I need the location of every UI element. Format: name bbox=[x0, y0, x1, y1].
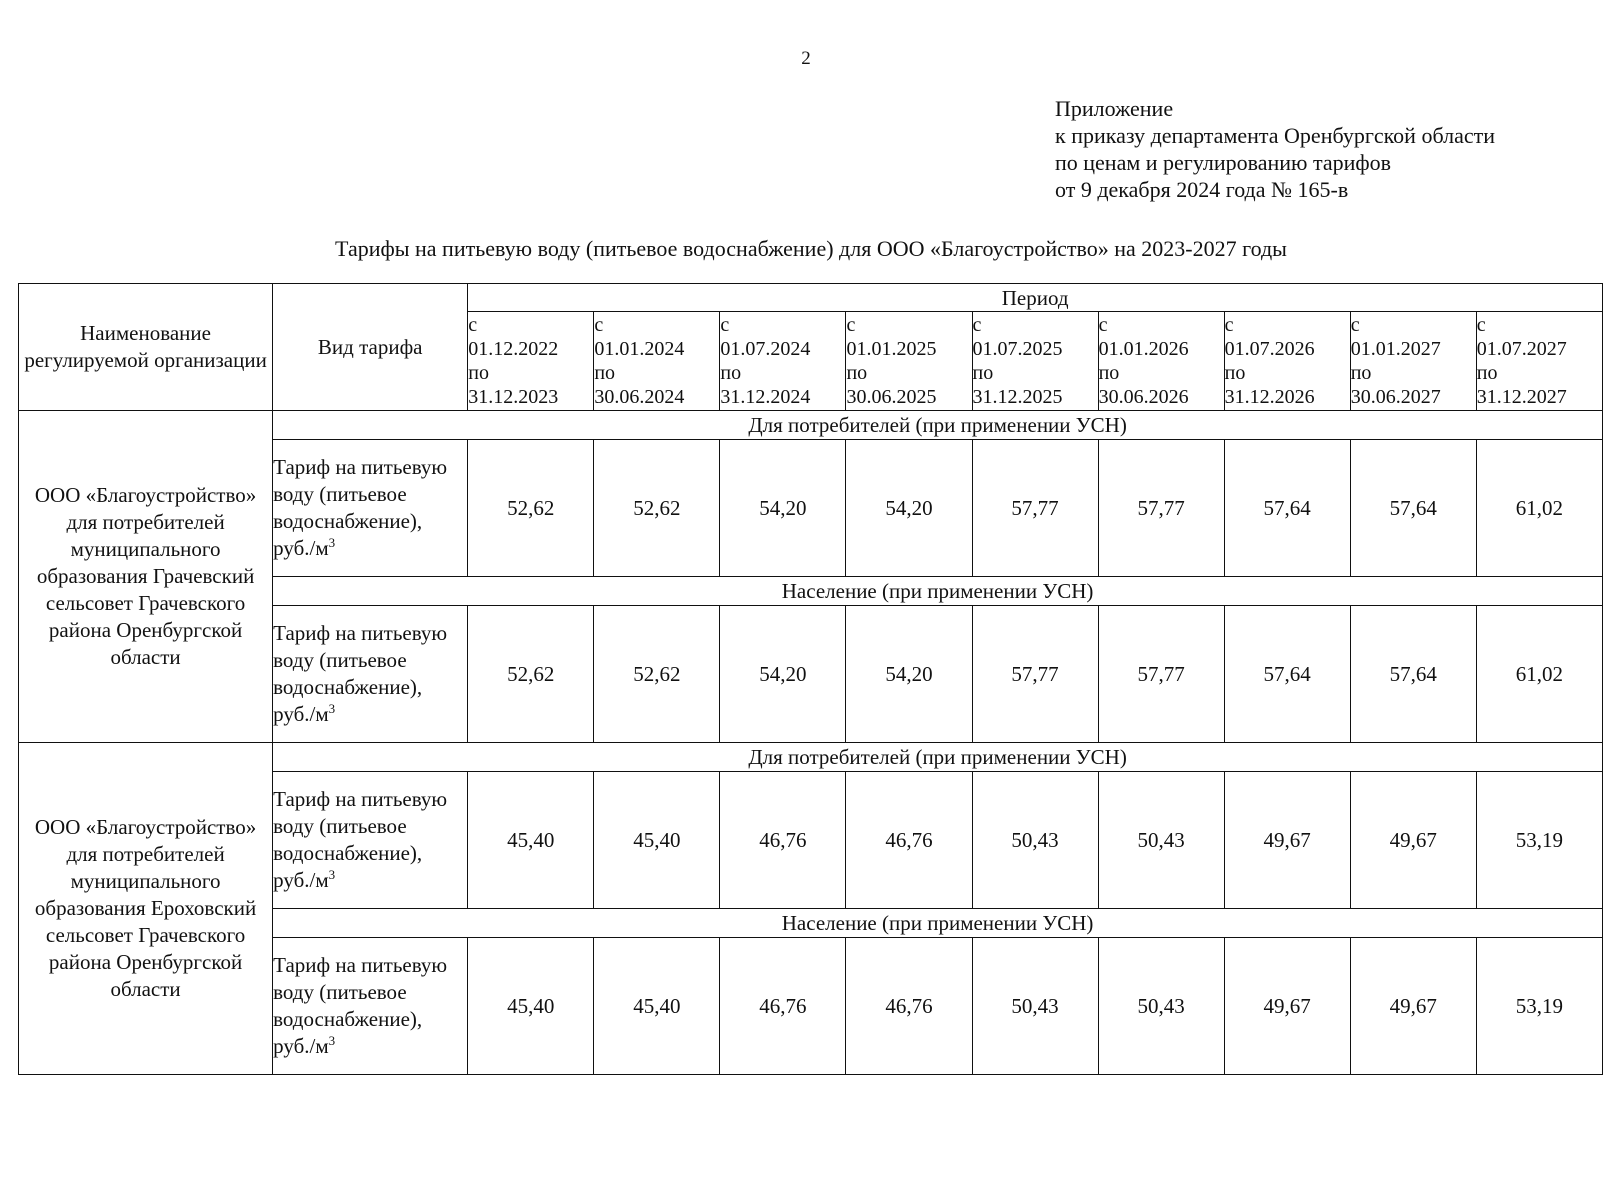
appendix-line: Приложение bbox=[1055, 96, 1174, 121]
period-from: 01.01.2025 bbox=[846, 338, 937, 360]
period-header-cell bbox=[1098, 312, 1224, 411]
group-header-row bbox=[19, 411, 1603, 440]
tariff-value: 54,20 bbox=[720, 440, 846, 577]
tariff-value: 54,20 bbox=[846, 606, 972, 743]
tariff-value: 52,62 bbox=[594, 606, 720, 743]
period-po: по bbox=[1350, 362, 1372, 384]
tariff-type-cell bbox=[273, 440, 468, 577]
period-po: по bbox=[468, 362, 489, 384]
header-tariff-type: Вид тарифа bbox=[273, 284, 468, 411]
period-c: с bbox=[594, 314, 604, 336]
period-from: 01.12.2022 bbox=[468, 338, 559, 360]
consumer-group-label: Население (при применении УСН) bbox=[273, 577, 1603, 606]
unit-exponent: 3 bbox=[328, 867, 336, 882]
period-c: с bbox=[1098, 314, 1108, 336]
tariff-value: 49,67 bbox=[1350, 772, 1476, 909]
period-c: с bbox=[468, 314, 478, 336]
tariff-value: 50,43 bbox=[1098, 772, 1224, 909]
period-c: с bbox=[1224, 314, 1234, 336]
appendix-line: по ценам и регулированию тарифов bbox=[1055, 150, 1392, 175]
tariff-type-label: Тариф на питьевую воду (питьевое водоснабжение), руб./м bbox=[273, 621, 448, 726]
period-from: 01.07.2024 bbox=[720, 338, 811, 360]
tariff-value: 49,67 bbox=[1350, 938, 1476, 1075]
period-from: 01.07.2027 bbox=[1476, 338, 1567, 360]
period-po: по bbox=[1476, 362, 1498, 384]
tariff-value: 49,67 bbox=[1224, 938, 1350, 1075]
period-to: 30.06.2026 bbox=[1098, 386, 1189, 408]
period-from: 01.07.2026 bbox=[1224, 338, 1315, 360]
header-period: Период bbox=[468, 284, 1603, 312]
period-to: 30.06.2027 bbox=[1350, 386, 1441, 408]
tariff-value: 50,43 bbox=[1098, 938, 1224, 1075]
period-c: с bbox=[720, 314, 730, 336]
period-po: по bbox=[594, 362, 616, 384]
tariff-value: 57,77 bbox=[1098, 606, 1224, 743]
period-from: 01.01.2027 bbox=[1350, 338, 1441, 360]
unit-exponent: 3 bbox=[328, 1033, 336, 1048]
tariff-value: 53,19 bbox=[1476, 938, 1602, 1075]
unit-exponent: 3 bbox=[328, 535, 336, 550]
consumer-group-label: Для потребителей (при применении УСН) bbox=[273, 743, 1603, 772]
tariff-value: 57,77 bbox=[972, 606, 1098, 743]
unit-exponent: 3 bbox=[328, 701, 336, 716]
period-c: с bbox=[1350, 314, 1360, 336]
tariff-type-cell bbox=[273, 772, 468, 909]
tariff-value: 57,77 bbox=[972, 440, 1098, 577]
tariff-value: 45,40 bbox=[594, 938, 720, 1075]
period-c: с bbox=[846, 314, 856, 336]
table-body bbox=[19, 411, 1603, 1075]
tariff-value: 61,02 bbox=[1476, 440, 1602, 577]
tariff-value: 57,64 bbox=[1350, 606, 1476, 743]
tariff-value: 46,76 bbox=[846, 938, 972, 1075]
organization-name: ООО «Благоустройство» для потребителей муниципального образования Грачевский сельсовет Грачевского района Оренбургской области bbox=[19, 411, 273, 743]
tariff-value: 45,40 bbox=[594, 772, 720, 909]
appendix-header bbox=[1055, 95, 1495, 203]
tariff-value: 45,40 bbox=[468, 938, 594, 1075]
tariff-value: 45,40 bbox=[468, 772, 594, 909]
tariff-type-cell bbox=[273, 938, 468, 1075]
tariff-type-label: Тариф на питьевую воду (питьевое водоснабжение), руб./м bbox=[273, 787, 448, 892]
tariff-type-cell bbox=[273, 606, 468, 743]
period-po: по bbox=[972, 362, 994, 384]
consumer-group-label: Население (при применении УСН) bbox=[273, 909, 1603, 938]
group-header-row bbox=[19, 743, 1603, 772]
period-header-cell bbox=[972, 312, 1098, 411]
period-to: 31.12.2027 bbox=[1476, 386, 1567, 408]
period-header-cell bbox=[1350, 312, 1476, 411]
tariff-value: 57,64 bbox=[1224, 440, 1350, 577]
organization-name: ООО «Благоустройство» для потребителей муниципального образования Ероховский сельсовет Грачевского района Оренбургской области bbox=[19, 743, 273, 1075]
tariff-value: 57,64 bbox=[1224, 606, 1350, 743]
period-po: по bbox=[720, 362, 742, 384]
tariff-value: 57,64 bbox=[1350, 440, 1476, 577]
tariff-value: 53,19 bbox=[1476, 772, 1602, 909]
tariff-value: 50,43 bbox=[972, 772, 1098, 909]
tariff-value: 54,20 bbox=[846, 440, 972, 577]
tariff-value: 52,62 bbox=[468, 606, 594, 743]
tariff-value: 50,43 bbox=[972, 938, 1098, 1075]
period-to: 31.12.2026 bbox=[1224, 386, 1315, 408]
tariff-value: 46,76 bbox=[720, 938, 846, 1075]
tariff-value: 52,62 bbox=[594, 440, 720, 577]
period-c: с bbox=[1476, 314, 1486, 336]
period-po: по bbox=[1098, 362, 1120, 384]
period-c: с bbox=[972, 314, 982, 336]
tariff-value: 46,76 bbox=[720, 772, 846, 909]
period-header-cell bbox=[468, 312, 594, 411]
period-po: по bbox=[846, 362, 868, 384]
header-organization: Наименование регулируемой организации bbox=[19, 284, 273, 411]
period-to: 30.06.2024 bbox=[594, 386, 685, 408]
tariff-value: 54,20 bbox=[720, 606, 846, 743]
tariff-value: 49,67 bbox=[1224, 772, 1350, 909]
tariff-value: 61,02 bbox=[1476, 606, 1602, 743]
period-po: по bbox=[1224, 362, 1246, 384]
tariff-value: 57,77 bbox=[1098, 440, 1224, 577]
tariff-value: 52,62 bbox=[468, 440, 594, 577]
tariff-table bbox=[18, 283, 1603, 1075]
period-header-cell bbox=[1224, 312, 1350, 411]
period-header-cell bbox=[720, 312, 846, 411]
period-from: 01.01.2024 bbox=[594, 338, 685, 360]
period-to: 31.12.2025 bbox=[972, 386, 1063, 408]
period-header-cell bbox=[1476, 312, 1602, 411]
tariff-type-label: Тариф на питьевую воду (питьевое водоснабжение), руб./м bbox=[273, 455, 448, 560]
tariff-value: 46,76 bbox=[846, 772, 972, 909]
document-title: Тарифы на питьевую воду (питьевое водоснабжение) для ООО «Благоустройство» на 2023-2027 годы bbox=[335, 236, 1287, 261]
consumer-group-label: Для потребителей (при применении УСН) bbox=[273, 411, 1603, 440]
appendix-line: от 9 декабря 2024 года № 165-в bbox=[1055, 177, 1349, 202]
tariff-type-label: Тариф на питьевую воду (питьевое водоснабжение), руб./м bbox=[273, 953, 448, 1058]
period-to: 31.12.2024 bbox=[720, 386, 811, 408]
appendix-line: к приказу департамента Оренбургской области bbox=[1055, 123, 1495, 148]
period-to: 30.06.2025 bbox=[846, 386, 937, 408]
period-header-cell bbox=[594, 312, 720, 411]
period-to: 31.12.2023 bbox=[468, 386, 559, 408]
period-header-cell bbox=[846, 312, 972, 411]
page-number: 2 bbox=[801, 48, 811, 69]
period-from: 01.07.2025 bbox=[972, 338, 1063, 360]
period-from: 01.01.2026 bbox=[1098, 338, 1189, 360]
